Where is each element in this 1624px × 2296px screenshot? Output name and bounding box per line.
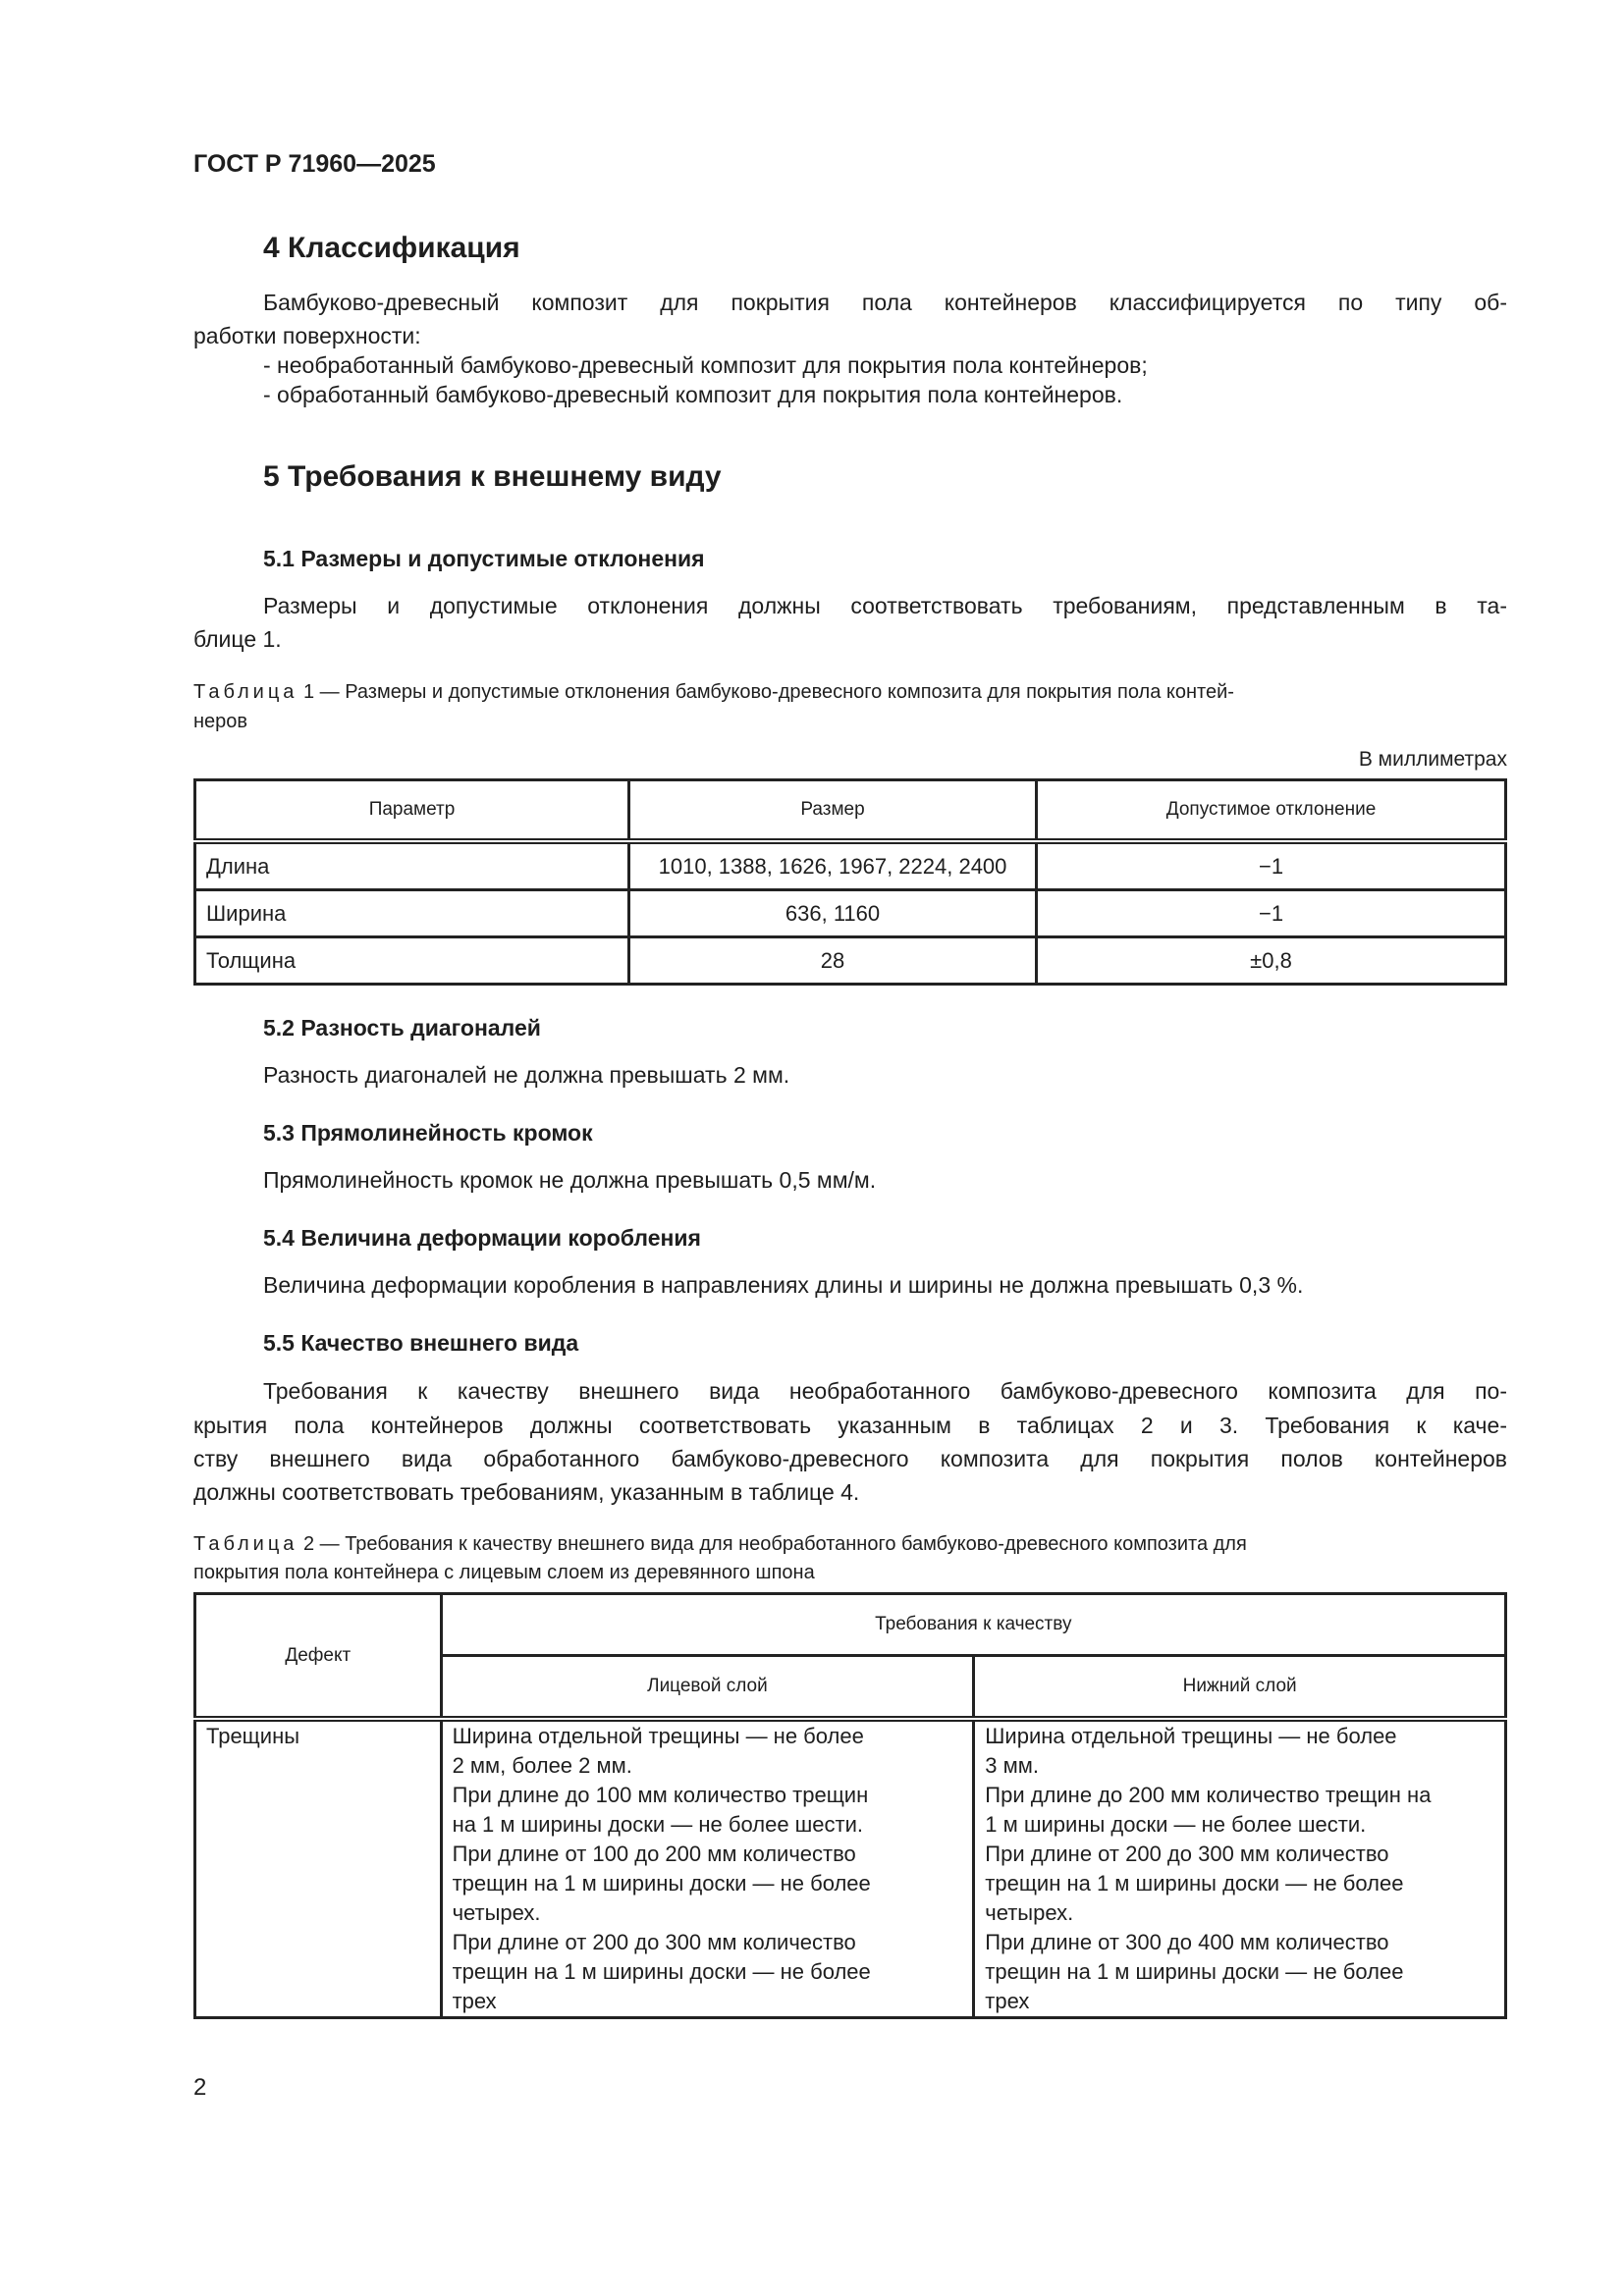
table-2-caption-label: Таблица	[193, 1533, 298, 1555]
table-cell-tolerance: −1	[1037, 841, 1506, 890]
table-row	[195, 841, 1506, 890]
cell-line: При длине от 100 до 200 мм количество	[452, 1842, 856, 1866]
section-5-5-title: 5.5 Качество внешнего вида	[263, 1330, 579, 1356]
table-cell-size: 636, 1160	[629, 890, 1037, 937]
table-2-header-face-layer: Лицевой слой	[441, 1656, 974, 1720]
table-1-unit: В миллиметрах	[1358, 748, 1507, 771]
section-5-5-para-line-3: ству внешнего вида обработанного бамбуково-древесного композита для покрытия полов контейнеров	[193, 1446, 1507, 1471]
table-1-header-parameter: Параметр	[195, 780, 629, 842]
page-number: 2	[193, 2074, 207, 2101]
cell-line: трех	[985, 1989, 1030, 2013]
cell-line: При длине до 100 мм количество трещин	[452, 1783, 869, 1807]
cell-line: трещин на 1 м ширины доски — не более	[452, 1959, 871, 1984]
section-5-3-title: 5.3 Прямолинейность кромок	[263, 1120, 593, 1146]
cell-line: четырех.	[985, 1900, 1074, 1925]
cell-line: четырех.	[452, 1900, 541, 1925]
cell-line: Ширина отдельной трещины — не более	[985, 1724, 1397, 1748]
table-2-quality-requirements	[193, 1592, 1507, 2019]
section-4-para-line-1: Бамбуково-древесный композит для покрытия пола контейнеров классифицируется по типу об-	[263, 290, 1507, 315]
table-row	[195, 890, 1506, 937]
cell-line: 2 мм, более 2 мм.	[452, 1753, 632, 1778]
table-cell-size: 28	[629, 937, 1037, 985]
section-5-3-text: Прямолинейность кромок не должна превышать 0,5 мм/м.	[263, 1167, 877, 1193]
cell-line: При длине от 200 до 300 мм количество	[985, 1842, 1389, 1866]
table-1-header-tolerance: Допустимое отклонение	[1037, 780, 1506, 842]
table-cell-parameter: Толщина	[195, 937, 629, 985]
cell-line: При длине до 200 мм количество трещин на	[985, 1783, 1432, 1807]
table-1-header-row	[195, 780, 1506, 842]
table-cell-tolerance: ±0,8	[1037, 937, 1506, 985]
section-4-title: 4 Классификация	[263, 232, 520, 264]
cell-line: Ширина отдельной трещины — не более	[452, 1724, 864, 1748]
table-2-header-quality-requirements: Требования к качеству	[441, 1594, 1505, 1656]
cell-line: трещин на 1 м ширины доски — не более	[985, 1959, 1404, 1984]
cell-line: на 1 м ширины доски — не более шести.	[452, 1812, 864, 1837]
cell-line: трещин на 1 м ширины доски — не более	[452, 1871, 871, 1896]
section-5-1-para-line-2: блице 1.	[193, 626, 282, 652]
table-2-header-defect: Дефект	[195, 1594, 442, 1720]
section-5-1-para-line-1: Размеры и допустимые отклонения должны соответствовать требованиям, представленным в та-	[263, 593, 1507, 618]
section-5-4-text: Величина деформации коробления в направлениях длины и ширины не должна превышать 0,3 %.	[263, 1272, 1304, 1298]
table-row	[195, 937, 1506, 985]
table-1-caption-line-2: неров	[193, 711, 248, 732]
table-cell-face-layer	[441, 1719, 974, 2018]
table-cell-defect: Трещины	[195, 1719, 442, 2018]
cell-line: трещин на 1 м ширины доски — не более	[985, 1871, 1404, 1896]
cell-line: При длине от 300 до 400 мм количество	[985, 1930, 1389, 1954]
table-cell-size: 1010, 1388, 1626, 1967, 2224, 2400	[629, 841, 1037, 890]
table-1-caption-label: Таблица	[193, 681, 298, 703]
cell-line: 3 мм.	[985, 1753, 1039, 1778]
section-5-5-para-line-1: Требования к качеству внешнего вида необработанного бамбуково-древесного композита для по-	[263, 1378, 1507, 1404]
section-5-1-title: 5.1 Размеры и допустимые отклонения	[263, 546, 705, 571]
table-2-caption-line-2: покрытия пола контейнера с лицевым слоем из деревянного шпона	[193, 1562, 815, 1583]
table-row	[195, 1719, 1506, 2018]
table-1-caption-line-1	[193, 681, 1234, 704]
table-2-caption-text: 2 — Требования к качеству внешнего вида для необработанного бамбуково-древесного композита для	[298, 1533, 1247, 1555]
classification-item-treated: - обработанный бамбуково-древесный композит для покрытия пола контейнеров.	[263, 382, 1123, 407]
table-1-caption-text: 1 — Размеры и допустимые отклонения бамбуково-древесного композита для покрытия пола контей-	[298, 681, 1234, 703]
cell-line: При длине от 200 до 300 мм количество	[452, 1930, 856, 1954]
table-cell-bottom-layer	[974, 1719, 1506, 2018]
table-cell-tolerance: −1	[1037, 890, 1506, 937]
cell-line: трех	[452, 1989, 497, 2013]
section-5-5-para-line-2: крытия пола контейнеров должны соответствовать указанным в таблицах 2 и 3. Требования к каче-	[193, 1413, 1507, 1438]
document-code: ГОСТ Р 71960—2025	[193, 150, 436, 178]
table-1-header-size: Размер	[629, 780, 1037, 842]
section-5-2-text: Разность диагоналей не должна превышать 2 мм.	[263, 1062, 790, 1088]
table-1-dimensions	[193, 778, 1507, 986]
table-2-header-row-1	[195, 1594, 1506, 1656]
table-cell-parameter: Длина	[195, 841, 629, 890]
classification-item-untreated: - необработанный бамбуково-древесный композит для покрытия пола контейнеров;	[263, 352, 1148, 378]
cell-line: 1 м ширины доски — не более шести.	[985, 1812, 1367, 1837]
table-2-caption-line-1	[193, 1533, 1247, 1556]
section-4-para-line-2: работки поверхности:	[193, 323, 421, 348]
table-2-header-bottom-layer: Нижний слой	[974, 1656, 1506, 1720]
section-5-2-title: 5.2 Разность диагоналей	[263, 1015, 541, 1041]
section-5-4-title: 5.4 Величина деформации коробления	[263, 1225, 701, 1251]
section-5-title: 5 Требования к внешнему виду	[263, 460, 722, 493]
section-5-5-para-line-4: должны соответствовать требованиям, указанным в таблице 4.	[193, 1479, 860, 1505]
table-cell-parameter: Ширина	[195, 890, 629, 937]
